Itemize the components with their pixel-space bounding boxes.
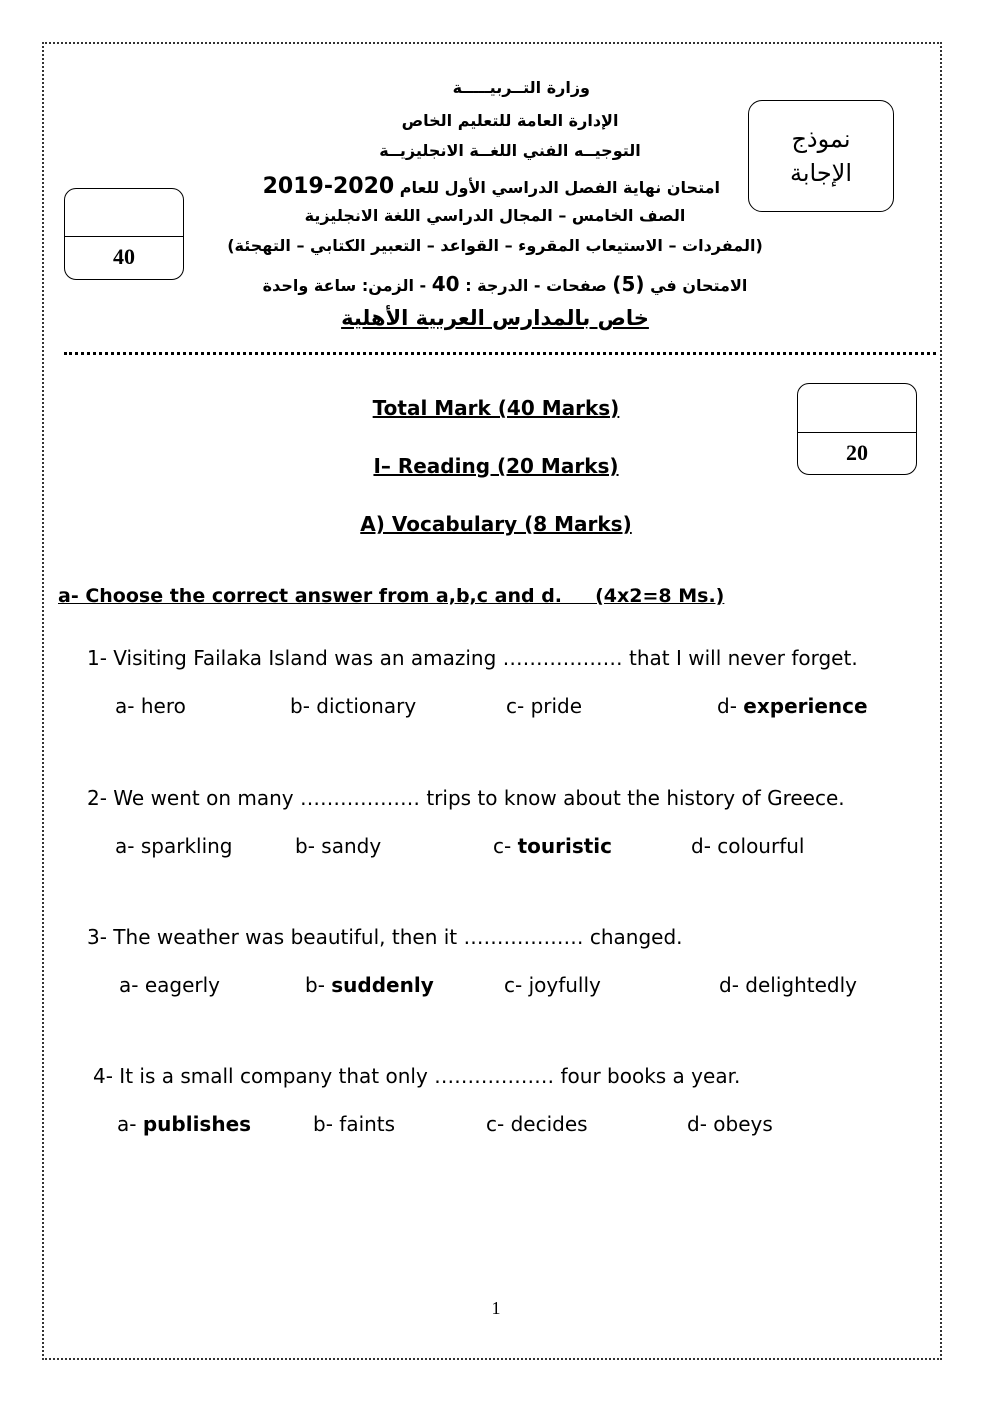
question-3: 3- The weather was beautiful, then it ……………… changed. <box>87 925 683 949</box>
exam-title <box>262 174 720 199</box>
q3-option-d: d- delightedly <box>719 973 857 997</box>
q4-option-c: c- decides <box>486 1112 588 1136</box>
q4-option-d: d- obeys <box>687 1112 773 1136</box>
correct-answer: publishes <box>142 1112 252 1136</box>
score-divider <box>65 236 183 237</box>
q1-option-b: b- dictionary <box>290 694 417 718</box>
correct-answer: touristic <box>517 834 613 858</box>
model-answer-line2: الإجابة <box>789 159 853 187</box>
exam-sections: (المفردات – الاستيعاب المقروء – القواعد – التعبير الكتابي – التهجئة) <box>227 236 763 255</box>
vocabulary-heading: A) Vocabulary (8 Marks) <box>360 512 632 536</box>
q2-option-a: a- sparkling <box>115 834 233 858</box>
exam-pages-num: (5) <box>612 272 645 296</box>
instruction: a- Choose the correct answer from a,b,c and d. (4x2=8 Ms.) <box>58 585 725 607</box>
q1-option-d: d- experience <box>717 694 868 718</box>
exam-year: 2019-2020 <box>262 174 395 199</box>
grade-subject: الصف الخامس – المجال الدراسي اللغة الانجليزية <box>304 206 686 225</box>
reading-score: 20 <box>846 440 868 465</box>
correct-answer: suddenly <box>331 973 434 997</box>
ministry-title: وزارة التــربيـــــة <box>452 78 590 97</box>
question-4: 4- It is a small company that only ……………… four books a year. <box>93 1064 741 1088</box>
exam-info-rest: صفحات - الدرجة : <box>465 276 607 295</box>
q2-option-b: b- sandy <box>295 834 382 858</box>
model-answer-line1: نموذج <box>791 125 851 153</box>
exam-info-pages: الامتحان في <box>650 276 748 295</box>
exam-title-text: امتحان نهاية الفصل الدراسي الأول للعام <box>399 178 720 197</box>
model-answer-box <box>748 100 894 212</box>
correct-answer: experience <box>743 694 868 718</box>
q4-option-b: b- faints <box>313 1112 396 1136</box>
q3-option-b: b- suddenly <box>305 973 434 997</box>
total-mark-heading: Total Mark (40 Marks) <box>372 396 620 420</box>
supervision-title: التوجيــه الفني اللغــة الانجليزيــة <box>379 141 641 160</box>
q4-option-a: a- publishes <box>117 1112 252 1136</box>
exam-info <box>240 272 770 296</box>
department-title: الإدارة العامة للتعليم الخاص <box>401 111 619 130</box>
schools-note: خاص بالمدارس العربية الأهلية <box>341 306 649 330</box>
q2-option-c: c- touristic <box>493 834 613 858</box>
q3-option-a: a- eagerly <box>119 973 221 997</box>
question-2: 2- We went on many ……………… trips to know about the history of Greece. <box>87 786 845 810</box>
page-number: 1 <box>491 1298 501 1318</box>
q1-option-a: a- hero <box>115 694 186 718</box>
total-score: 40 <box>113 244 135 269</box>
dotted-separator <box>64 352 936 355</box>
score-divider <box>798 432 916 433</box>
exam-time: - الزمن: ساعة واحدة <box>262 276 427 295</box>
q3-option-c: c- joyfully <box>504 973 601 997</box>
reading-heading: I– Reading (20 Marks) <box>373 454 619 478</box>
exam-grade: 40 <box>431 272 460 296</box>
q2-option-d: d- colourful <box>691 834 805 858</box>
total-score-box <box>64 188 184 280</box>
question-1: 1- Visiting Failaka Island was an amazing ……………… that I will never forget. <box>87 646 858 670</box>
q1-option-c: c- pride <box>506 694 583 718</box>
